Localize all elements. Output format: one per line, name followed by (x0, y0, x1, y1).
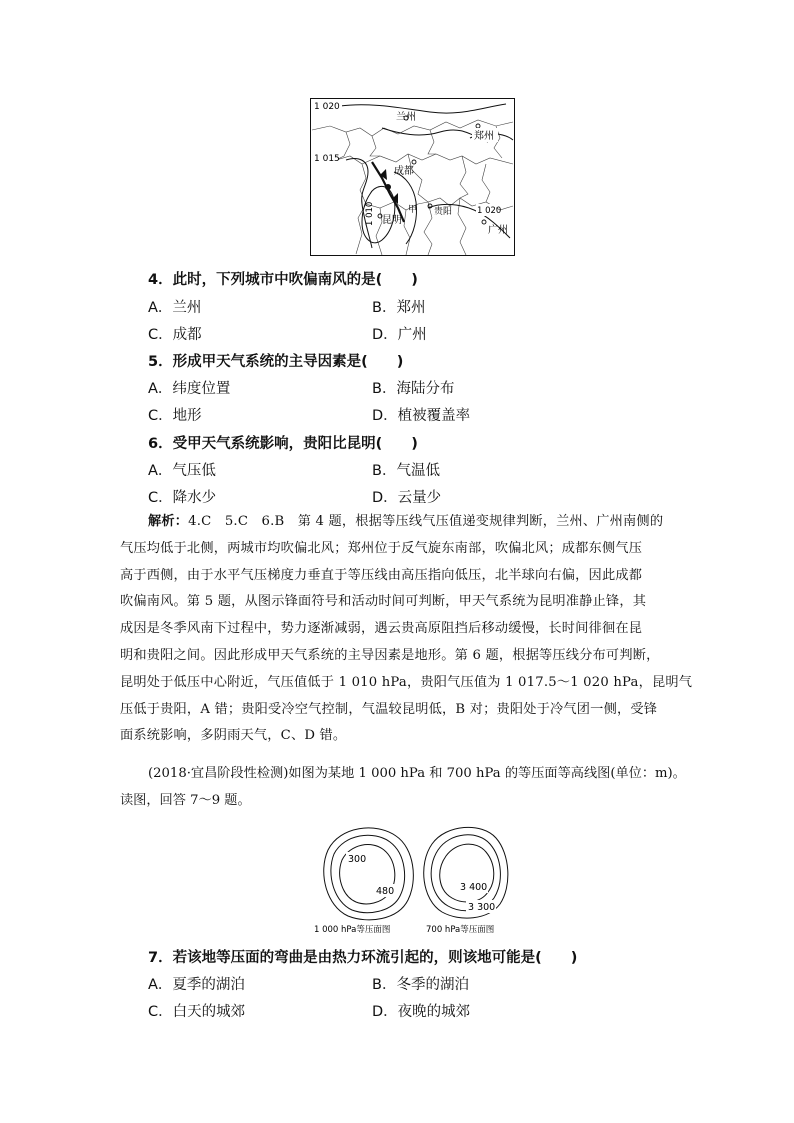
analysis-line: 昆明处于低压中心附近，气压值低于 1 010 hPa，贵阳气压值为 1 017.5～1 020 hPa，昆明气 (120, 674, 693, 690)
city-label-guiyang: 贵阳 (434, 207, 453, 217)
isobar-label-1020-right: 1 020 (477, 206, 502, 216)
left-inner-value: 300 (348, 854, 367, 865)
analysis-line: 吹偏南风。第 5 题，从图示锋面符号和活动时间可判断，甲天气系统为昆明准静止锋，其 (120, 594, 647, 610)
question-4-option-b[interactable]: B．郑州 (372, 300, 426, 316)
analysis-line: 解析：4.C 5.C 6.B 第 4 题，根据等压线气压值递变规律判断，兰州、广州南侧的 (148, 514, 664, 529)
question-4-option-d[interactable]: D．广州 (372, 327, 427, 343)
weather-map-figure (310, 98, 515, 256)
question-6-option-c[interactable]: C．降水少 (148, 490, 217, 506)
analysis-line: 成因是冬季风南下过程中，势力逐渐减弱，遇云贵高原阻挡后移动缓慢，长时间徘徊在昆 (120, 621, 643, 637)
city-label-zhengzhou: 郑州 (474, 131, 494, 142)
question-4-option-c[interactable]: C．成都 (148, 327, 202, 343)
question-5-option-a[interactable]: A．纬度位置 (148, 381, 231, 397)
right-outer-value: 3 300 (468, 902, 496, 913)
question-4-option-a[interactable]: A．兰州 (148, 300, 202, 316)
city-label-guangzhou: 广州 (488, 225, 508, 236)
analysis-line: 压低于贵阳，A 错；贵阳受冷空气控制，气温较昆明低，B 对；贵阳处于冷气团一侧，受锋 (120, 701, 658, 717)
analysis-line: 面系统影响，多阴雨天气，C、D 错。 (120, 728, 347, 744)
question-6-stem: 6．受甲天气系统影响，贵阳比昆明( ) (148, 436, 418, 452)
city-label-chengdu: 成都 (394, 166, 414, 177)
left-caption: 1 000 hPa等压面图 (314, 925, 391, 935)
question-7-stem: 7．若该地等压面的弯曲是由热力环流引起的，则该地可能是( ) (148, 950, 578, 966)
question-5-option-b[interactable]: B．海陆分布 (372, 381, 455, 397)
front-label-jia: 甲 (408, 205, 418, 215)
analysis-line: 气压均低于北侧，两城市均吹偏北风；郑州位于反气旋东南部，吹偏北风；成都东侧气压 (120, 540, 643, 556)
city-label-kunming: 昆明 (382, 215, 402, 226)
isobar-label-1010: 1 010 (365, 201, 375, 226)
question-6-option-b[interactable]: B．气温低 (372, 463, 440, 479)
left-outer-value: 480 (376, 886, 395, 897)
intro-line-1: (2018·宜昌阶段性检测)如图为某地 1 000 hPa 和 700 hPa 的等压面等高线图(单位：m)。 (148, 766, 686, 781)
right-inner-value: 3 400 (460, 882, 488, 893)
question-6-option-a[interactable]: A．气压低 (148, 463, 216, 479)
intro-line-2: 读图，回答 7～9 题。 (120, 793, 251, 808)
question-6-option-d[interactable]: D．云量少 (372, 490, 442, 506)
right-caption: 700 hPa等压面图 (426, 925, 495, 935)
intro-paragraph (120, 760, 686, 814)
question-7-option-b[interactable]: B．冬季的湖泊 (372, 977, 469, 993)
question-5-option-d[interactable]: D．植被覆盖率 (372, 408, 471, 424)
analysis-answers: 4.C 5.C 6.B (188, 514, 285, 529)
question-7-option-c[interactable]: C．白天的城郊 (148, 1004, 246, 1020)
analysis-label: 解析： (148, 514, 189, 529)
city-label-lanzhou: 兰州 (396, 112, 416, 123)
analysis-line: 高于西侧，由于水平气压梯度力垂直于等压线由高压指向低压，北半球向右偏，因此成都 (120, 567, 643, 583)
question-7-option-a[interactable]: A．夏季的湖泊 (148, 977, 245, 993)
left-contour-diagram (324, 828, 414, 920)
isobaric-surface-figure (310, 820, 525, 938)
analysis-paragraph (120, 509, 693, 750)
question-5-option-c[interactable]: C．地形 (148, 408, 202, 424)
question-7-option-d[interactable]: D．夜晚的城郊 (372, 1004, 471, 1020)
question-5-stem: 5．形成甲天气系统的主导因素是( ) (148, 354, 404, 370)
isobar-label-1015: 1 015 (314, 154, 340, 164)
question-4-stem: 4．此时，下列城市中吹偏南风的是( ) (148, 272, 418, 288)
analysis-line: 明和贵阳之间。因此形成甲天气系统的主导因素是地形。第 6 题，根据等压线分布可判断， (120, 647, 660, 663)
isobar-label-1020-top: 1 020 (314, 102, 340, 112)
